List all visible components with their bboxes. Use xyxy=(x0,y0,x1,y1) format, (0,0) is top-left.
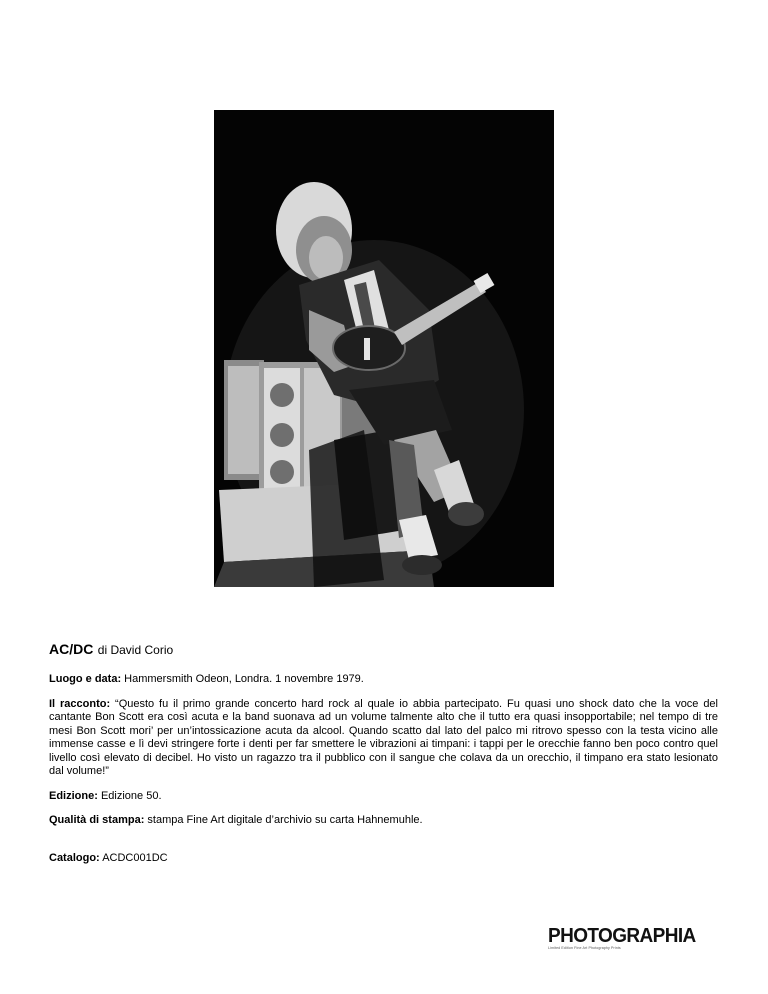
quality-value: stampa Fine Art digitale d’archivio su carta Hahnemuhle. xyxy=(147,814,423,826)
caption-block xyxy=(49,641,718,876)
title-main: AC/DC xyxy=(49,641,94,657)
concert-photo xyxy=(214,110,554,587)
print-quality xyxy=(49,814,718,828)
place-label: Luogo e data: xyxy=(49,673,122,685)
place-value: Hammersmith Odeon, Londra. 1 novembre 1979. xyxy=(124,673,364,685)
logo-word: PHOTOGRAPHIA xyxy=(548,924,696,947)
story xyxy=(49,698,718,779)
edition xyxy=(49,790,718,804)
catalog xyxy=(49,852,718,866)
edition-label: Edizione: xyxy=(49,789,98,802)
artwork-title xyxy=(49,641,718,659)
story-value: “Questo fu il primo grande concerto hard rock al quale io abbia partecipato. Fu quasi uno shock dato che la voce del cantante Bon Scott era così acuta e la band suonava ad un volume talmente alto che il tutto era quasi insopportabile; nel tempo di tre mesi Bon Scott mori’ per un’intossicazione acuta da alcool. Quando scatto dal lato del palco mi ritrovo spesso con la testa vicino alle immense casse e lì devi stringere forte i denti per far smettere le vibrazioni ai timpani: i tappi per le orecchie fanno ben poco contro quel livello così elevato di decibel. Ho visto un ragazzo tra il pubblico con il sangue che colava da un orecchio, il timpano era stato lesionato dal volume!” xyxy=(49,697,718,777)
story-label: Il racconto: xyxy=(49,697,111,710)
catalog-label: Catalogo: xyxy=(49,851,100,864)
logo-tagline: Limited Edition Fine Art Photography Prints xyxy=(548,946,621,950)
quality-label: Qualità di stampa: xyxy=(49,814,145,826)
byline: di David Corio xyxy=(97,643,174,657)
catalog-value: ACDC001DC xyxy=(102,851,168,864)
photographia-logo xyxy=(548,924,696,950)
place-date xyxy=(49,673,718,687)
edition-value: Edizione 50. xyxy=(100,789,162,802)
guitarist-photo-icon xyxy=(214,110,554,587)
